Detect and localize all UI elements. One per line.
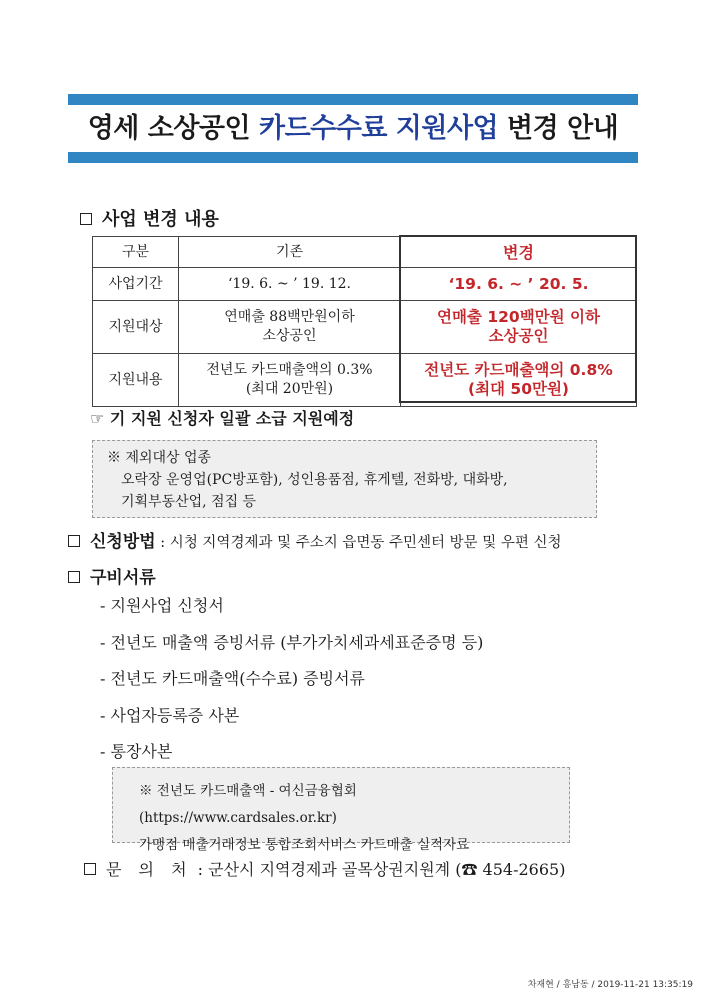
table-row [93, 354, 637, 407]
old-value: 전년도 카드매출액의 0.3% (최대 20만원) [179, 354, 401, 407]
title-highlight: 카드수수료 지원사업 [259, 113, 499, 144]
checkbox-square-icon [80, 213, 92, 225]
title-top-bar [68, 94, 638, 105]
table-header-row [93, 237, 637, 268]
table-row [93, 301, 637, 354]
row-label: 사업기간 [93, 268, 179, 301]
checkbox-square-icon [68, 535, 80, 547]
list-item: - 통장사본 [100, 742, 173, 761]
change-table [92, 236, 637, 407]
checkbox-square-icon [68, 571, 80, 583]
exclusion-list: 기획부동산업, 점집 등 [121, 494, 257, 510]
exclusion-title: ※ 제외대상 업종 [107, 450, 212, 466]
list-item: - 지원사업 신청서 [100, 596, 224, 615]
application-text: : 시청 지역경제과 및 주소지 읍면동 주민센터 방문 및 우편 신청 [155, 535, 562, 551]
footer-stamp: 차재현 / 흥남동 / 2019-11-21 13:35:19 [527, 980, 693, 990]
section-heading-documents: 구비서류 [68, 563, 156, 588]
retroactive-note: ☞ 기 지원 신청자 일괄 소급 지원예정 [90, 409, 355, 428]
new-value: 전년도 카드매출액의 0.8% (최대 50만원) [401, 354, 637, 407]
table-row [93, 268, 637, 301]
phone-number: 454-2665) [477, 860, 566, 879]
table-header-cell: 기존 [179, 237, 401, 268]
sales-info-line: 가맹점 매출거래정보 통합조회서비스 카드매출 실적자료 [139, 837, 470, 853]
exclusion-list: 오락장 운영업(PC방포함), 성인용품점, 휴게텔, 전화방, 대화방, [121, 472, 508, 488]
page-title: 영세 소상공인 카드수수료 지원사업 변경 안내 [87, 113, 619, 144]
application-method [68, 527, 561, 552]
exclusion-box [92, 440, 597, 518]
list-item: - 전년도 매출액 증빙서류 (부가가치세과세표준증명 등) [100, 632, 484, 652]
contact-line: 문 의 처 : 군산시 지역경제과 골목상권지원계 (☎ 454-2665) [84, 857, 565, 880]
documents-list [100, 595, 483, 778]
old-value: ‘19. 6. ~ ’ 19. 12. [179, 268, 401, 301]
sales-info-box [112, 767, 570, 853]
phone-icon: ☎ [461, 860, 478, 879]
new-value: ‘19. 6. ~ ’ 20. 5. [401, 268, 637, 301]
contact-label: 문 의 처 [106, 860, 193, 879]
table-header-cell: 구분 [93, 237, 179, 268]
new-value: 연매출 120백만원 이하 소상공인 [401, 301, 637, 354]
list-item: - 사업자등록증 사본 [100, 705, 240, 725]
application-label: 신청방법 [90, 532, 156, 552]
checkbox-square-icon [84, 863, 96, 875]
title-bottom-bar [68, 152, 638, 163]
section-heading-change: 사업 변경 내용 [80, 205, 219, 231]
row-label: 지원내용 [93, 354, 179, 407]
sales-info-line: ※ 전년도 카드매출액 - 여신금융협회(https://www.cardsales.or.kr) [139, 783, 357, 826]
list-item: - 전년도 카드매출액(수수료) 증빙서류 [100, 669, 365, 688]
old-value: 연매출 88백만원이하 소상공인 [179, 301, 401, 354]
table-header-cell: 변경 [401, 237, 637, 268]
row-label: 지원대상 [93, 301, 179, 354]
